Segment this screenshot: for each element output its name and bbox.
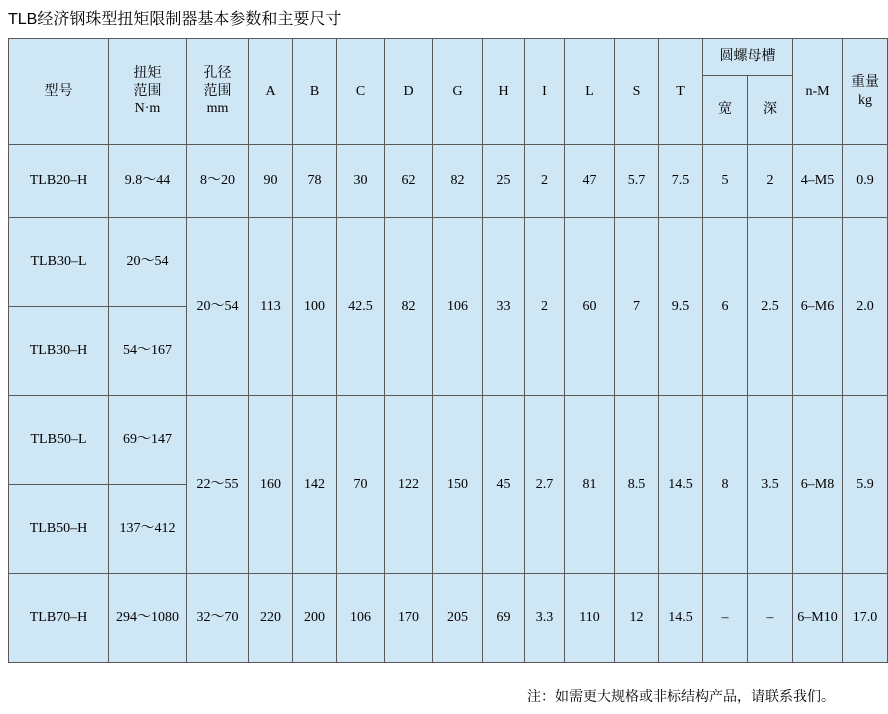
cell-groove-depth: 2 (748, 145, 793, 218)
cell-model: TLB20–H (9, 145, 109, 218)
cell-t: 14.5 (659, 396, 703, 574)
table-row (9, 218, 888, 307)
cell-c: 70 (337, 396, 385, 574)
cell-s: 7 (615, 218, 659, 396)
cell-s: 8.5 (615, 396, 659, 574)
page-title: TLB经济钢珠型扭矩限制器基本参数和主要尺寸 (8, 11, 342, 28)
cell-weight: 2.0 (843, 218, 888, 396)
header-dim-c: C (337, 39, 385, 145)
header-row-top (9, 39, 888, 76)
header-torque-line-3: N·m (134, 101, 161, 117)
cell-h: 69 (483, 574, 525, 663)
cell-groove-width: 5 (703, 145, 748, 218)
cell-model: TLB50–L (9, 396, 109, 485)
cell-t: 7.5 (659, 145, 703, 218)
cell-b: 200 (293, 574, 337, 663)
header-dim-l: L (565, 39, 615, 145)
cell-n-m: 6–M6 (793, 218, 843, 396)
cell-bore: 32～70 (187, 574, 249, 663)
cell-groove-depth: 2.5 (748, 218, 793, 396)
cell-h: 25 (483, 145, 525, 218)
cell-groove-width: 6 (703, 218, 748, 396)
header-torque-line-1: 扭矩 (133, 66, 162, 82)
table-row (9, 574, 888, 663)
cell-g: 82 (433, 145, 483, 218)
cell-a: 160 (249, 396, 293, 574)
header-dim-h: H (483, 39, 525, 145)
header-dim-g: G (433, 39, 483, 145)
cell-c: 106 (337, 574, 385, 663)
cell-n-m: 6–M10 (793, 574, 843, 663)
cell-t: 14.5 (659, 574, 703, 663)
cell-a: 90 (249, 145, 293, 218)
cell-groove-depth: 3.5 (748, 396, 793, 574)
header-torque-range (109, 39, 187, 145)
cell-h: 33 (483, 218, 525, 396)
cell-b: 78 (293, 145, 337, 218)
cell-c: 30 (337, 145, 385, 218)
cell-weight: 17.0 (843, 574, 888, 663)
cell-model: TLB50–H (9, 485, 109, 574)
cell-g: 205 (433, 574, 483, 663)
table-row (9, 396, 888, 485)
header-torque-line-2: 范围 (133, 83, 162, 99)
cell-torque: 20～54 (109, 218, 187, 307)
cell-i: 3.3 (525, 574, 565, 663)
spec-table (8, 38, 888, 663)
cell-i: 2 (525, 218, 565, 396)
table-row (9, 145, 888, 218)
header-weight (843, 39, 888, 145)
cell-h: 45 (483, 396, 525, 574)
cell-l: 60 (565, 218, 615, 396)
cell-b: 142 (293, 396, 337, 574)
header-dim-d: D (385, 39, 433, 145)
cell-model: TLB30–H (9, 307, 109, 396)
cell-torque: 54～167 (109, 307, 187, 396)
cell-model: TLB30–L (9, 218, 109, 307)
cell-i: 2.7 (525, 396, 565, 574)
cell-t: 9.5 (659, 218, 703, 396)
footer-note: 注：如需更大规格或非标结构产品，请联系我们。 (527, 688, 835, 704)
cell-l: 81 (565, 396, 615, 574)
cell-b: 100 (293, 218, 337, 396)
header-nut-groove: 圆螺母槽 (703, 39, 793, 76)
table-header (9, 39, 888, 145)
cell-bore: 22～55 (187, 396, 249, 574)
cell-s: 5.7 (615, 145, 659, 218)
cell-torque: 137～412 (109, 485, 187, 574)
cell-groove-width: – (703, 574, 748, 663)
cell-c: 42.5 (337, 218, 385, 396)
header-groove-depth: 深 (748, 76, 793, 145)
header-weight-line-1: 重量 (851, 75, 879, 90)
header-groove-width: 宽 (703, 76, 748, 145)
cell-g: 150 (433, 396, 483, 574)
header-bore-line-2: 范围 (203, 83, 232, 99)
header-dim-i: I (525, 39, 565, 145)
cell-torque: 9.8～44 (109, 145, 187, 218)
cell-n-m: 6–M8 (793, 396, 843, 574)
header-model: 型号 (9, 39, 109, 145)
spec-table-container (8, 38, 879, 663)
cell-bore: 20～54 (187, 218, 249, 396)
cell-d: 82 (385, 218, 433, 396)
cell-g: 106 (433, 218, 483, 396)
cell-torque: 294～1080 (109, 574, 187, 663)
header-n-m: n-M (793, 39, 843, 145)
cell-i: 2 (525, 145, 565, 218)
header-dim-a: A (249, 39, 293, 145)
cell-a: 113 (249, 218, 293, 396)
cell-s: 12 (615, 574, 659, 663)
table-body (9, 145, 888, 663)
cell-a: 220 (249, 574, 293, 663)
cell-weight: 5.9 (843, 396, 888, 574)
cell-groove-width: 8 (703, 396, 748, 574)
cell-l: 47 (565, 145, 615, 218)
cell-torque: 69～147 (109, 396, 187, 485)
header-bore-line-1: 孔径 (203, 66, 232, 82)
header-dim-b: B (293, 39, 337, 145)
cell-groove-depth: – (748, 574, 793, 663)
header-bore-range (187, 39, 249, 145)
header-dim-s: S (615, 39, 659, 145)
cell-d: 122 (385, 396, 433, 574)
header-weight-line-2: kg (858, 92, 872, 108)
cell-model: TLB70–H (9, 574, 109, 663)
cell-l: 110 (565, 574, 615, 663)
cell-weight: 0.9 (843, 145, 888, 218)
cell-n-m: 4–M5 (793, 145, 843, 218)
cell-d: 170 (385, 574, 433, 663)
cell-bore: 8～20 (187, 145, 249, 218)
header-bore-line-3: mm (206, 101, 229, 117)
header-dim-t: T (659, 39, 703, 145)
cell-d: 62 (385, 145, 433, 218)
